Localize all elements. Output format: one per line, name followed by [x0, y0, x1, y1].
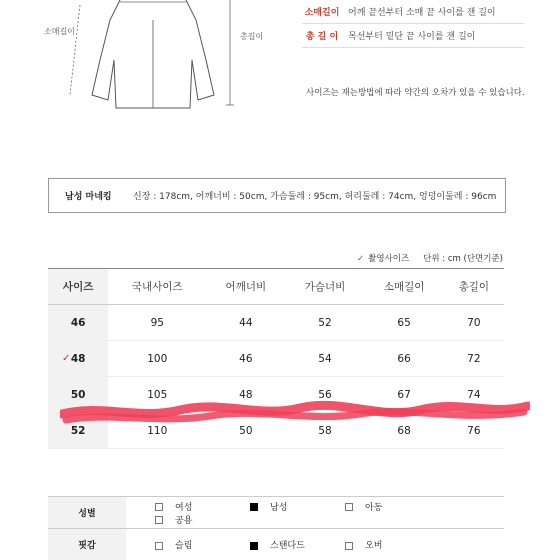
option-values	[126, 497, 504, 529]
check-icon: ✓	[357, 254, 364, 264]
table-cell: 67	[365, 377, 444, 413]
worn-size-legend: ✓ 촬영사이즈	[357, 252, 409, 264]
definition-key: 총 길 이	[302, 29, 342, 42]
option-row-fit	[48, 529, 504, 560]
checkbox-icon	[345, 503, 353, 511]
size-legend	[357, 252, 503, 264]
table-cell: 68	[365, 413, 444, 449]
table-cell: 110	[108, 413, 206, 449]
header-cell: 가슴너비	[285, 269, 364, 305]
table-cell: 46	[206, 341, 285, 377]
definition-key: 소매길이	[302, 5, 342, 18]
table-cell: 74	[444, 377, 504, 413]
table-cell: 100	[108, 341, 206, 377]
product-options	[48, 496, 504, 560]
total-length-label: 총길이	[240, 31, 263, 42]
table-row	[48, 305, 504, 341]
option-key: 핏감	[48, 529, 126, 560]
table-cell: 72	[444, 341, 504, 377]
option-row-gender	[48, 497, 504, 529]
table-cell: 52	[285, 305, 364, 341]
checkbox-checked-icon	[250, 503, 258, 511]
table-cell: 105	[108, 377, 206, 413]
table-row	[48, 341, 504, 377]
size-cell: 46	[48, 305, 108, 341]
unit-label: 단위 : cm (단면기준)	[423, 252, 503, 264]
checkbox-checked-icon	[250, 542, 258, 550]
size-cell: ✓ 48	[48, 341, 108, 377]
option-values	[126, 529, 504, 560]
model-title: 남성 마네킹	[49, 189, 133, 202]
definition-value: 목선부터 밑단 끝 사이를 잰 길이	[342, 29, 475, 42]
measurement-definitions	[302, 0, 524, 48]
definition-row	[302, 0, 524, 24]
jacket-diagram	[40, 0, 270, 118]
size-cell: 50	[48, 377, 108, 413]
header-cell: 어깨너비	[206, 269, 285, 305]
definition-value: 어깨 끝선부터 소매 끝 사이를 잰 길이	[342, 5, 496, 18]
definition-row	[302, 24, 524, 48]
header-cell: 국내사이즈	[108, 269, 206, 305]
table-cell: 56	[285, 377, 364, 413]
option-key: 성별	[48, 497, 126, 529]
size-cell: 52	[48, 413, 108, 449]
option-unisex: 공용	[127, 513, 222, 526]
option-kids: 아동	[317, 500, 412, 513]
header-cell: 소매길이	[365, 269, 444, 305]
table-cell: 50	[206, 413, 285, 449]
option-male: 남성	[222, 500, 317, 513]
sleeve-length-label: 소매길이	[44, 26, 75, 37]
table-cell: 48	[206, 377, 285, 413]
model-measurements: 신장 : 178cm, 어깨너비 : 50cm, 가슴둘레 : 95cm, 허리둘레 : 74cm, 엉덩이둘레 : 96cm	[133, 189, 496, 202]
option-slim: 슬림	[127, 538, 222, 551]
table-cell: 76	[444, 413, 504, 449]
header-cell: 사이즈	[48, 269, 108, 305]
table-cell: 66	[365, 341, 444, 377]
table-row	[48, 413, 504, 449]
size-table	[48, 268, 504, 449]
table-cell: 65	[365, 305, 444, 341]
model-info-box	[48, 178, 506, 213]
option-female: 여성	[127, 500, 222, 513]
option-standard: 스탠다드	[222, 538, 317, 551]
header-cell: 총길이	[444, 269, 504, 305]
table-cell: 70	[444, 305, 504, 341]
table-cell: 44	[206, 305, 285, 341]
checkbox-icon	[155, 503, 163, 511]
table-cell: 58	[285, 413, 364, 449]
table-cell: 54	[285, 341, 364, 377]
check-icon: ✓	[62, 353, 70, 364]
measurement-note: 사이즈는 재는방법에 따라 약간의 오차가 있을 수 있습니다.	[306, 86, 525, 98]
checkbox-icon	[155, 516, 163, 524]
size-table-header	[48, 269, 504, 305]
checkbox-icon	[155, 542, 163, 550]
table-row	[48, 377, 504, 413]
checkbox-icon	[345, 542, 353, 550]
table-cell: 95	[108, 305, 206, 341]
option-over: 오버	[317, 538, 412, 551]
